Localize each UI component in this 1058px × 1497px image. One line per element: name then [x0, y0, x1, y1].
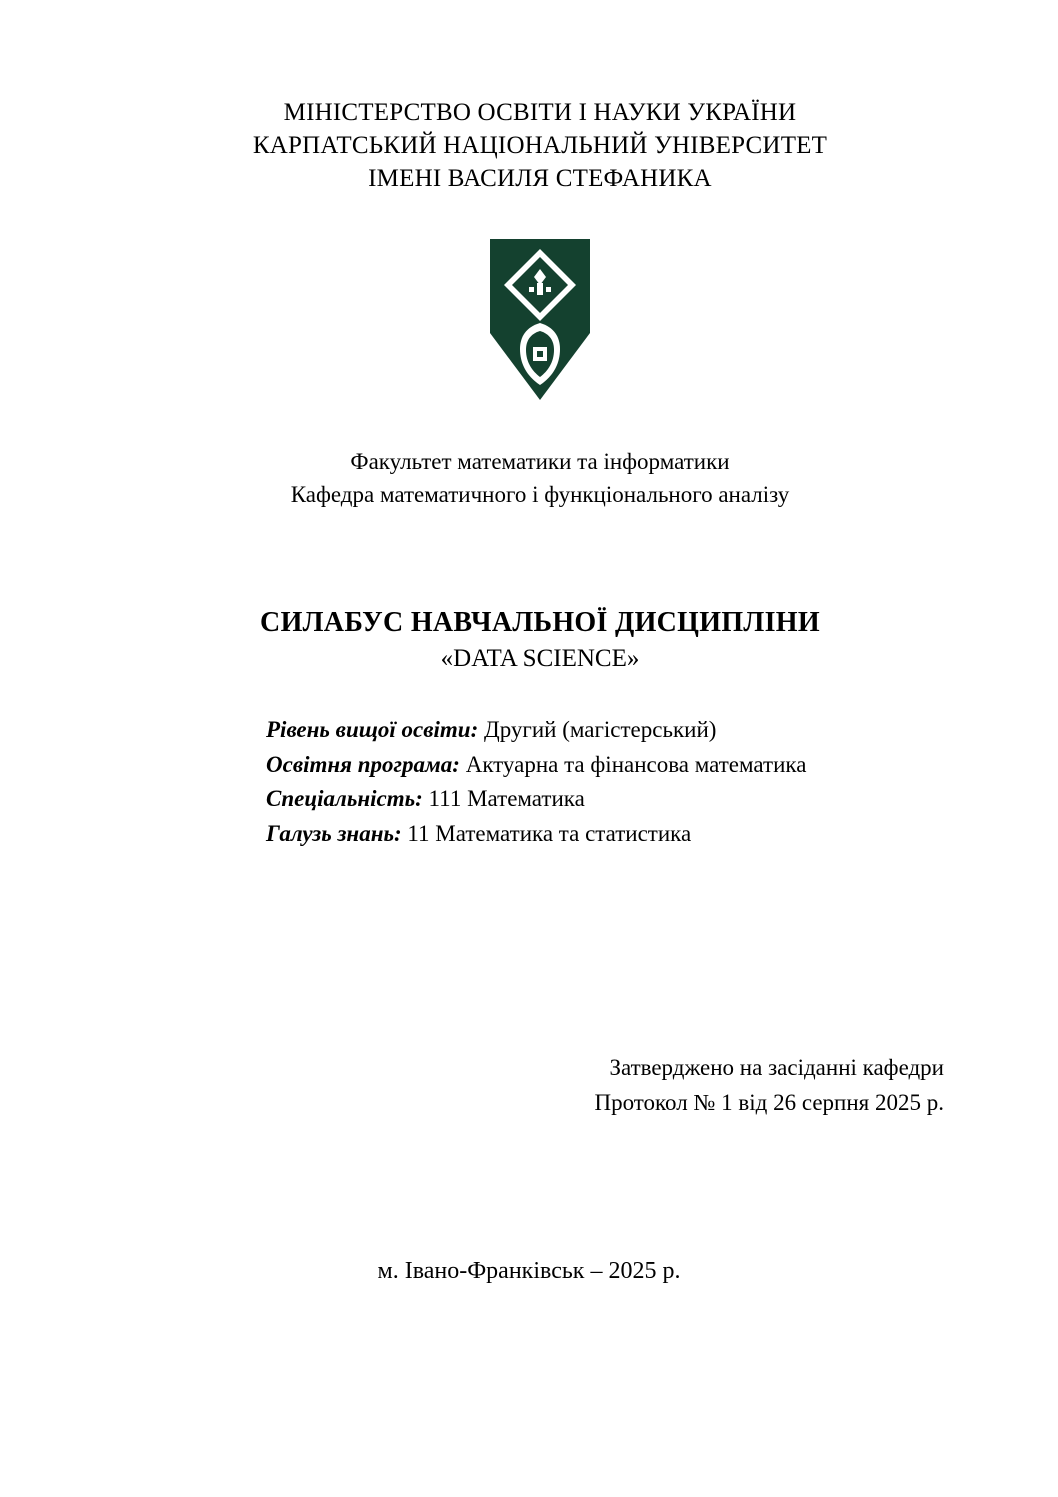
meta-value-specialty: 111 Математика: [428, 786, 585, 812]
ministry-heading: [118, 96, 962, 195]
university-emblem-icon: [488, 237, 592, 402]
emblem-container: [118, 237, 962, 402]
meta-value-education-level: Другий (магістерський): [484, 717, 717, 743]
meta-label-specialty: Спеціальність:: [266, 786, 423, 812]
ministry-line-1: МІНІСТЕРСТВО ОСВІТИ І НАУКИ УКРАЇНИ: [283, 99, 797, 126]
meta-label-education-level: Рівень вищої освіти:: [266, 717, 479, 743]
approval-block: [118, 1051, 962, 1120]
ministry-line-3: ІМЕНІ ВАСИЛЯ СТЕФАНИКА: [368, 165, 712, 192]
meta-value-program: Актуарна та фінансова математика: [465, 751, 807, 777]
approval-line-2: Протокол № 1 від 26 серпня 2025 р.: [594, 1089, 944, 1115]
document-content: [118, 96, 962, 1120]
faculty-block: [118, 446, 962, 511]
city-year: м. Івано-Франківськ – 2025 р.: [377, 1258, 681, 1284]
meta-row-education-level: [266, 713, 962, 748]
approval-line-1: Затверджено на засіданні кафедри: [609, 1055, 944, 1081]
meta-value-field: 11 Математика та статистика: [407, 820, 692, 846]
meta-label-field: Галузь знань:: [266, 820, 402, 846]
course-meta: [118, 713, 962, 851]
page-subtitle: «DATA SCIENCE»: [440, 645, 640, 673]
page-title: СИЛАБУС НАВЧАЛЬНОЇ ДИСЦИПЛІНИ: [260, 607, 820, 639]
department-name: Кафедра математичного і функціонального аналізу: [290, 481, 790, 507]
meta-row-program: [266, 748, 962, 783]
meta-row-field: [266, 817, 962, 852]
meta-label-program: Освітня програма:: [266, 751, 460, 777]
meta-row-specialty: [266, 782, 962, 817]
faculty-name: Факультет математики та інформатики: [350, 449, 730, 474]
ministry-line-2: КАРПАТСЬКИЙ НАЦІОНАЛЬНИЙ УНІВЕРСИТЕТ: [252, 132, 828, 159]
